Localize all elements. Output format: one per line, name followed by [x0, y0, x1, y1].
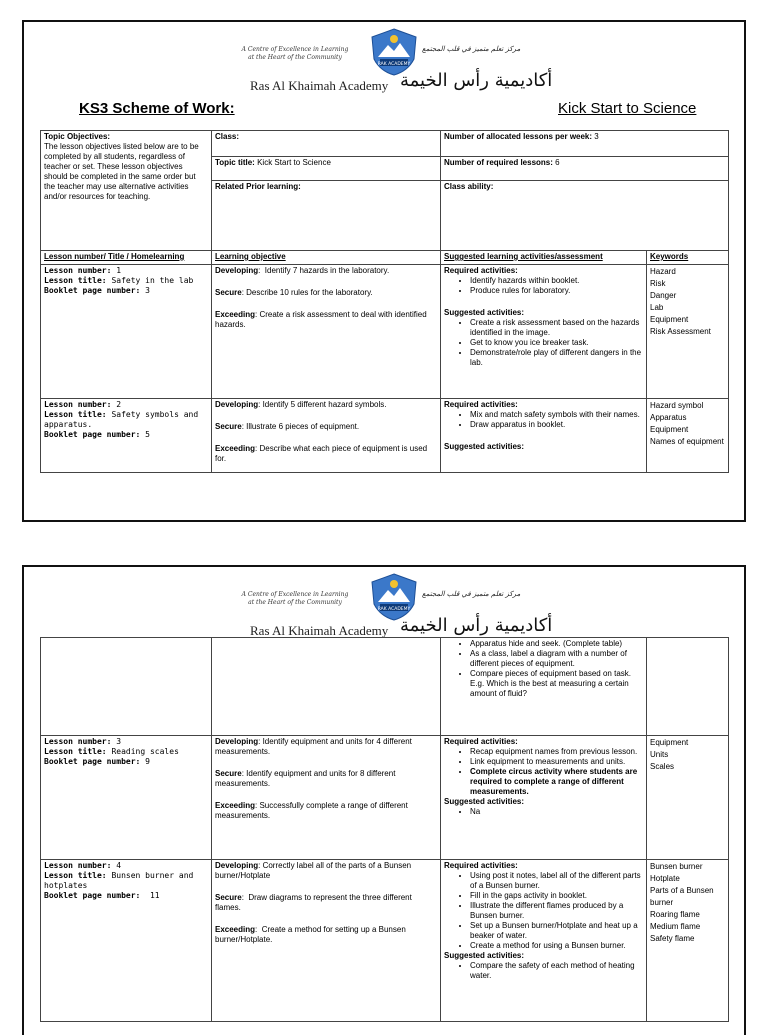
list-item: • Illustrate the different flames produced by a Bunsen burner. — [470, 901, 643, 921]
column-header-lesson: Lesson number/ Title / Homelearning — [41, 251, 212, 265]
motto-arabic: مركز تعلم متميز في قلب المجتمع — [422, 45, 521, 53]
topic-objectives-cell: Topic Objectives: The lesson objectives listed below are to be completed by all students, regardless of teacher or set. These lesson objectives should be completed in the same order but the teacher may use alternative activities and/or resources for teaching. — [41, 131, 212, 251]
learning-objective-cell: Developing: Correctly label all of the parts of a Bunsen burner/Hotplate Secure: Draw diagrams to represent the three different flames. Exceeding: Create a method for setting up a Bunsen burner/Hotplate. — [212, 860, 441, 1022]
list-item: • Demonstrate/role play of different dangers in the lab. — [470, 348, 643, 368]
list-item: • Compare pieces of equipment based on task. E.g. Which is the best at measuring a certain amount of fluid? — [470, 669, 643, 699]
scheme-table-page-2 — [40, 637, 729, 1022]
class-cell: Class: — [212, 131, 441, 157]
keywords-cell: Hazard symbol Apparatus Equipment Names of equipment — [647, 399, 729, 473]
school-name-english: Ras Al Khaimah Academy — [250, 623, 389, 638]
keywords-cell: Equipment Units Scales — [647, 736, 729, 860]
lesson-info-cell: Lesson number: 1 Lesson title: Safety in the lab Booklet page number: 3 — [41, 265, 212, 399]
column-header-keywords: Keywords — [647, 251, 729, 265]
learning-objective-cell: Developing: Identify 5 different hazard symbols. Secure: Illustrate 6 pieces of equipment. Exceeding: Describe what each piece of equipment is used for. — [212, 399, 441, 473]
motto-english: A Centre of Excellence in Learning at the Heart of the Community — [241, 591, 349, 606]
list-item: • Create a method for using a Bunsen burner. — [470, 941, 643, 951]
list-item: • Recap equipment names from previous lesson. — [470, 747, 643, 757]
motto-english: A Centre of Excellence in Learning at the Heart of the Community — [241, 46, 349, 61]
activities-cell: Required activities: • Identify hazards within booklet. • Produce rules for laboratory. Suggested activities: • Create a risk assessment based on the hazards identified in the image. • Get to know you ice breaker task. • Demonstrate/role play of different dangers in the lab. — [441, 265, 647, 399]
list-item: • Draw apparatus in booklet. — [470, 420, 643, 430]
keywords-cell — [647, 638, 729, 736]
required-lessons-cell: Number of required lessons: 6 — [441, 157, 729, 181]
list-item: • Mix and match safety symbols with their names. — [470, 410, 643, 420]
activities-cell: Required activities: • Using post it notes, label all of the different parts of a Bunsen burner. • Fill in the gaps activity in booklet. • Illustrate the different flames produced by a Bunsen burner. • Set up a Bunsen burner/Hotplate and heat up a beaker of water. • Create a method for using a Bunsen burner. Suggested activities: • Compare the safety of each method of heating water. — [441, 860, 647, 1022]
learning-objective-cell — [212, 638, 441, 736]
list-item: • Na — [470, 807, 643, 817]
school-name-arabic: أكاديمية رأس الخيمة — [400, 615, 553, 636]
table-row — [41, 638, 729, 736]
lesson-info-cell: Lesson number: 2 Lesson title: Safety symbols and apparatus. Booklet page number: 5 — [41, 399, 212, 473]
table-row — [41, 265, 729, 399]
list-item: • Fill in the gaps activity in booklet. — [470, 891, 643, 901]
list-item: • Set up a Bunsen burner/Hotplate and heat up a beaker of water. — [470, 921, 643, 941]
table-row — [41, 860, 729, 1022]
list-item: • Apparatus hide and seek. (Complete table) — [470, 639, 643, 649]
list-item: • Complete circus activity where students are required to complete a range of different measurements. — [470, 767, 643, 797]
keywords-cell: Hazard Risk Danger Lab Equipment Risk Assessment — [647, 265, 729, 399]
document-subject: Kick Start to Science — [558, 100, 697, 117]
list-item: • Identify hazards within booklet. — [470, 276, 643, 286]
lesson-info-cell: Lesson number: 3 Lesson title: Reading scales Booklet page number: 9 — [41, 736, 212, 860]
list-item: • Compare the safety of each method of heating water. — [470, 961, 643, 981]
document-page-2 — [22, 565, 746, 1035]
lesson-info-cell — [41, 638, 212, 736]
allocated-lessons-cell: Number of allocated lessons per week: 3 — [441, 131, 729, 157]
scheme-table-page-1 — [40, 130, 729, 473]
page-header — [24, 22, 744, 122]
prior-learning-cell: Related Prior learning: — [212, 181, 441, 251]
document-page-1 — [22, 20, 746, 522]
topic-title-cell: Topic title: Kick Start to Science — [212, 157, 441, 181]
list-item: • Produce rules for laboratory. — [470, 286, 643, 296]
svg-text:RAK ACADEMY: RAK ACADEMY — [377, 62, 411, 67]
table-row — [41, 399, 729, 473]
keywords-cell: Bunsen burner Hotplate Parts of a Bunsen burner Roaring flame Medium flame Safety flame — [647, 860, 729, 1022]
lesson-info-cell: Lesson number: 4 Lesson title: Bunsen burner and hotplates Booklet page number: 11 — [41, 860, 212, 1022]
school-name-english: Ras Al Khaimah Academy — [250, 78, 389, 93]
list-item: • Get to know you ice breaker task. — [470, 338, 643, 348]
learning-objective-cell: Developing: Identify 7 hazards in the laboratory. Secure: Describe 10 rules for the laboratory. Exceeding: Create a risk assessment to deal with identified hazards. — [212, 265, 441, 399]
list-item: • Using post it notes, label all of the different parts of a Bunsen burner. — [470, 871, 643, 891]
list-item: • As a class, label a diagram with a number of different pieces of equipment. — [470, 649, 643, 669]
svg-text:RAK ACADEMY: RAK ACADEMY — [377, 607, 411, 612]
activities-cell: Required activities: • Mix and match safety symbols with their names. • Draw apparatus in booklet. Suggested activities: — [441, 399, 647, 473]
column-header-objective: Learning objective — [212, 251, 441, 265]
school-name-arabic: أكاديمية رأس الخيمة — [400, 70, 553, 91]
list-item: • Create a risk assessment based on the hazards identified in the image. — [470, 318, 643, 338]
learning-objective-cell: Developing: Identify equipment and units for 4 different measurements. Secure: Identify equipment and units for 8 different measurements. Exceeding: Successfully complete a range of different measurements. — [212, 736, 441, 860]
class-ability-cell: Class ability: — [441, 181, 729, 251]
column-header-activities: Suggested learning activities/assessment — [441, 251, 647, 265]
document-title: KS3 Scheme of Work: — [79, 100, 235, 117]
activities-cell: Required activities: • Recap equipment names from previous lesson. • Link equipment to measurements and units. • Complete circus activity where students are required to complete a range of different measurements. Suggested activities: • Na — [441, 736, 647, 860]
table-row — [41, 736, 729, 860]
list-item: • Link equipment to measurements and units. — [470, 757, 643, 767]
column-header-row — [41, 251, 729, 265]
motto-arabic: مركز تعلم متميز في قلب المجتمع — [422, 590, 521, 598]
activities-cell — [441, 638, 647, 736]
